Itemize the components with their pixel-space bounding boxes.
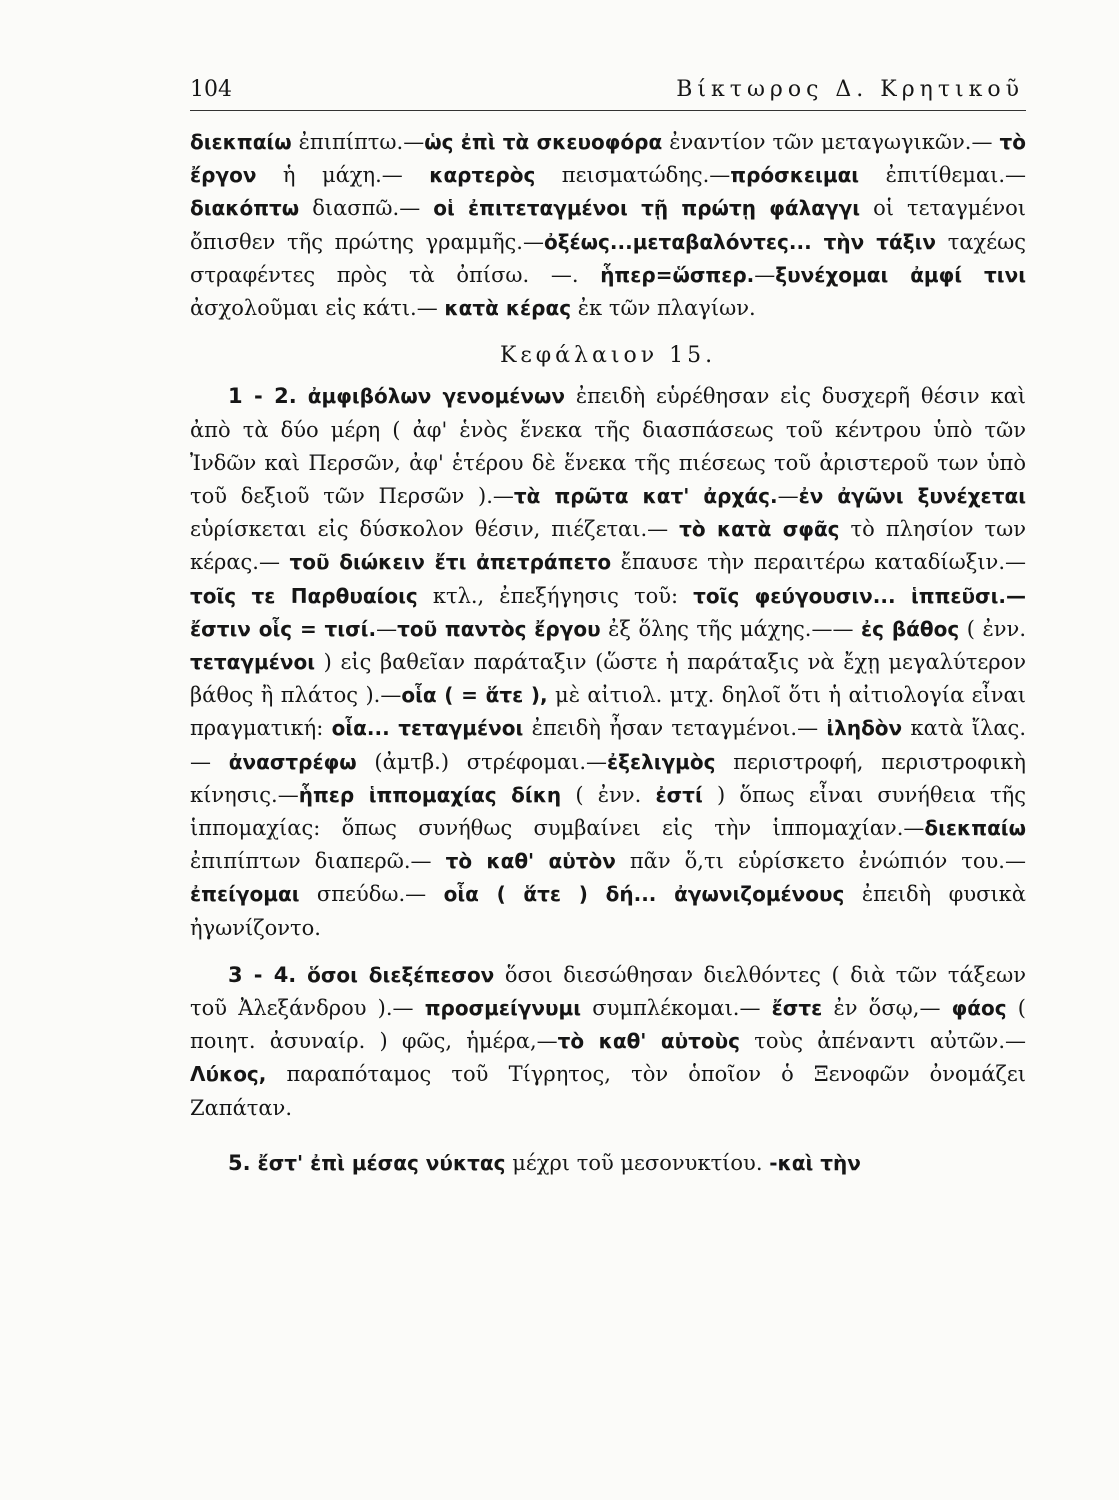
gloss-text: τὸ πλησίον των κέρας.—	[190, 517, 1027, 575]
gloss-text: ἐκ τῶν πλαγίων.	[571, 296, 756, 321]
lemma-term: ἐπείγομαι	[190, 882, 300, 907]
gloss-text: (ἀμτβ.) στρέφομαι.—	[356, 749, 608, 774]
gloss-text: ἐν ὅσῳ,—	[822, 996, 952, 1021]
lemma-term: ἀμφιβόλων γενομένων	[296, 384, 566, 409]
lemma-term: διεκπαίω	[924, 816, 1026, 841]
lemma-term: ἧπερ ἱππομαχίας δίκη	[298, 782, 562, 807]
chapter-heading: Κεφάλαιον 15.	[499, 343, 717, 369]
gloss-text: ( ποιητ. ἀσυναίρ. ) φῶς, ἡμέρα,—	[190, 996, 1026, 1054]
gloss-text: ἐξ ὅλης τῆς μάχης.——	[600, 616, 862, 641]
gloss-text: εὑρίσκεται εἰς δύσκολον θέσιν, πιέζεται.—	[190, 517, 680, 542]
gloss-text: ἀσχολοῦμαι εἰς κάτι.—	[190, 296, 445, 321]
section-number: 3 - 4.	[228, 962, 297, 987]
lemma-term: τὸ κατὰ σφᾶς	[679, 517, 840, 542]
lemma-term: ἐς βάθος	[861, 616, 960, 641]
section-text	[190, 384, 1026, 939]
lemma-term: ξυνέχομαι ἀμφί τινι	[775, 262, 1026, 287]
lemma-term: ἐξελιγμὸς	[607, 749, 716, 774]
lemma-term: τὸ καθ' αὑτὸν	[445, 849, 616, 874]
lemma-term: οἷα ( ἅτε ) δή... ἀγωνιζομένους	[443, 882, 845, 907]
gloss-text: ταχέως στραφέντες πρὸς τὰ ὀπίσω. —.	[190, 229, 1027, 287]
gloss-text: ἐπειδὴ φυσικὰ ἠγωνίζοντο.	[190, 882, 1026, 940]
lemma-term: ἰληδὸν	[826, 716, 903, 741]
section-number: 1 - 2.	[228, 384, 297, 409]
lemma-term: τοῦ παντὸς ἔργου	[397, 616, 601, 641]
lemma-term: τεταγμένοι	[190, 650, 316, 675]
lemma-term: ἔστε	[771, 996, 823, 1021]
gloss-text: ( ἐνν.	[561, 782, 656, 807]
gloss-text: μέχρι τοῦ μεσονυκτίου.	[505, 1150, 770, 1175]
gloss-text: ἐναντίον τῶν μεταγωγικῶν.—	[662, 130, 1000, 154]
lemma-term: -καὶ τὴν	[769, 1150, 861, 1175]
lemma-term: προσμείγνυμι	[424, 996, 582, 1021]
gloss-text: ἐπιτίθεμαι.—	[859, 163, 1026, 188]
page-number: 104	[190, 77, 232, 102]
gloss-text: ἐπιπίπτω.—	[291, 130, 425, 154]
section-number: 5.	[228, 1150, 251, 1175]
paragraph-glossary-1	[190, 126, 1026, 325]
gloss-text: περιστροφή, περιστροφικὴ κίνησις.—	[190, 749, 1026, 807]
lemma-term: Λύκος,	[190, 1062, 267, 1087]
lemma-term: κατὰ κέρας	[444, 296, 572, 321]
gloss-text: ( ἐνν.	[959, 616, 1026, 641]
section-text	[251, 1151, 861, 1175]
lemma-term: φάος	[951, 996, 1007, 1021]
gloss-text: ὅσοι διεσώθησαν διελθόντες ( διὰ τῶν τάξεων τοῦ Ἀλεξάνδρου ).—	[190, 962, 1026, 1021]
gloss-text: σπεύδω.—	[299, 882, 444, 907]
lemma-term: ἐν ἀγῶνι ξυνέχεται	[798, 484, 1026, 509]
lemma-term: οἷα... τεταγμένοι	[331, 716, 524, 741]
gloss-text: —	[754, 262, 776, 287]
gloss-text: ἔπαυσε τὴν περαιτέρω καταδίωξιν.—	[611, 550, 1026, 575]
gloss-text: —	[777, 484, 799, 509]
gloss-text: οἱ τεταγμένοι ὄπισθεν τῆς πρώτης γραμμῆς.—	[190, 196, 1026, 254]
lemma-term: ὀξέως...μεταβαλόντες... τὴν τάξιν	[543, 229, 937, 254]
gloss-text: συμπλέκομαι.—	[581, 996, 772, 1021]
lemma-term: ἧπερ=ὥσπερ.	[600, 262, 755, 287]
lemma-term: καρτερὸς	[429, 163, 536, 188]
gloss-text: διασπῶ.—	[299, 196, 434, 221]
lemma-term: τὸ καθ' αὑτοὺς	[557, 1029, 741, 1054]
lemma-term: τοῦ διώκειν ἔτι ἀπετράπετο	[289, 550, 612, 575]
running-head: Βίκτωρος Δ. Κρητικοῦ	[676, 77, 1024, 102]
paragraph-section-5	[190, 1147, 1026, 1180]
gloss-text: ἐπειδὴ ἦσαν τεταγμένοι.—	[523, 716, 827, 741]
gloss-text: τοὺς ἀπέναντι αὐτῶν.—	[740, 1029, 1027, 1054]
section-text	[190, 963, 1026, 1120]
gloss-text: κτλ., ἐπεξήγησις τοῦ:	[417, 583, 694, 608]
gloss-text: πᾶν ὅ,τι εὑρίσκετο ἐνώπιόν του.—	[615, 849, 1026, 874]
lemma-term: τοῖς φεύγουσιν... ἱππεῦσι.— ἔστιν οἷς = τισί.	[190, 583, 1026, 641]
lemma-term: τοῖς τε Παρθυαίοις	[190, 583, 418, 608]
gloss-text: ) εἰς βαθεῖαν παράταξιν (ὥστε ἡ παράταξις νὰ ἔχῃ μεγαλύτερον βάθος ἢ πλάτος ).—	[190, 650, 1026, 708]
gloss-text: παραπόταμος τοῦ Τίγρητος, τὸν ὁποῖον ὁ Ξενοφῶν ὀνομάζει Ζαπάταν.	[190, 1062, 1026, 1120]
paragraph-section-1-2	[190, 380, 1026, 944]
lemma-term: ἐστί	[655, 782, 703, 807]
paragraph-section-3-4	[190, 959, 1026, 1125]
page-body	[190, 126, 1026, 1180]
gloss-text: μὲ αἰτιολ. μτχ. δηλοῖ ὅτι ἡ αἰτιολογία εἶναι πραγματική:	[190, 683, 1026, 741]
lemma-term: ὡς ἐπὶ τὰ σκευοφόρα	[424, 130, 663, 154]
lemma-term: οἷα ( = ἅτε ),	[401, 683, 548, 708]
lemma-term: τὰ πρῶτα κατ' ἀρχάς.	[513, 484, 778, 509]
lemma-term: διακόπτω	[190, 196, 300, 221]
lemma-term: ἀναστρέφω	[228, 749, 357, 774]
lemma-term: ὅσοι διεξέπεσον	[296, 962, 495, 987]
gloss-text: ἐπειδὴ εὑρέθησαν εἰς δυσχερῆ θέσιν καὶ ἀπὸ τὰ δύο μέρη ( ἀφ' ἑνὸς ἕνεκα τῆς διασπάσεως τοῦ κέντρου ὑπὸ τῶν Ἰνδῶν καὶ Περσῶν, ἀφ' ἑτέρου δὲ ἕνεκα τῆς πιέσεως τοῦ ἀριστεροῦ των ὑπὸ τοῦ δεξιοῦ τῶν Περσῶν ).—	[190, 384, 1027, 509]
lemma-term: πρόσκειμαι	[730, 163, 860, 188]
lemma-term: οἱ ἐπιτεταγμένοι τῇ πρώτῃ φάλαγγι	[433, 196, 861, 221]
gloss-text: πεισματώδης.—	[535, 163, 731, 188]
gloss-text: —	[376, 616, 398, 641]
lemma-term: τὸ ἔργον	[190, 130, 1026, 188]
gloss-text: ) ὅπως εἶναι συνήθεια τῆς ἱππομαχίας: ὅπως συνήθως συμβαίνει εἰς τὴν ἱππομαχίαν.—	[190, 782, 1026, 841]
gloss-text: ἡ μάχη.—	[256, 163, 430, 188]
lemma-term: ἔστ' ἐπὶ μέσας νύκτας	[250, 1150, 506, 1175]
gloss-text: κατὰ ἴλας.—	[190, 716, 1026, 774]
page-header	[190, 76, 1026, 111]
gloss-text: ἐπιπίπτων διαπερῶ.—	[190, 849, 446, 874]
lemma-term: διεκπαίω	[190, 130, 292, 154]
